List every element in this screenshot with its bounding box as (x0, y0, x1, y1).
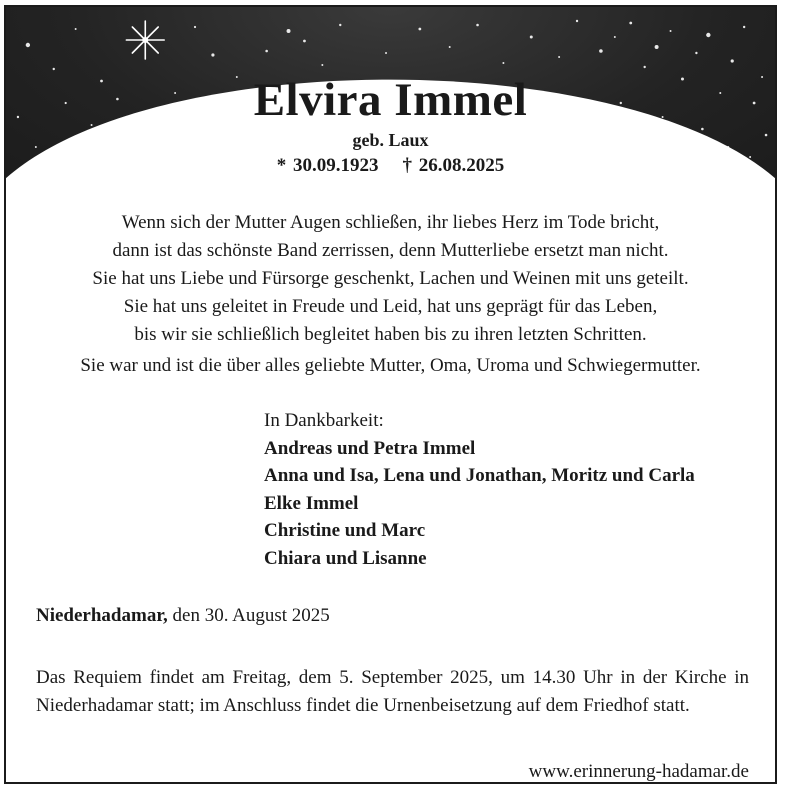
date: den 30. August 2025 (172, 605, 330, 626)
deceased-name: Elvira Immel (253, 74, 528, 126)
mourner-name: Andreas und Petra Immel (264, 437, 476, 459)
maiden-name: geb. Laux (352, 130, 429, 150)
mourner-name: Elke Immel (264, 492, 359, 514)
poem-line: Sie hat uns geleitet in Freude und Leid, hat uns geprägt für das Leben, (123, 296, 658, 317)
place: Niederhadamar, (36, 605, 168, 626)
mourner-name: Anna und Isa, Lena und Jonathan, Moritz und Carla (264, 465, 695, 486)
header (6, 73, 775, 178)
mourner-name: Christine und Marc (264, 520, 426, 541)
mourners-intro: In Dankbarkeit: (264, 410, 384, 431)
website-link[interactable]: www.erinnerung-hadamar.de (528, 761, 749, 782)
poem (6, 209, 775, 349)
poem-line: Wenn sich der Mutter Augen schließen, ihr liebes Herz im Tode bricht, (121, 212, 660, 233)
place-date (36, 603, 330, 629)
birth-date: * 30.09.1923 (276, 155, 379, 176)
poem-line: Sie hat uns Liebe und Fürsorge geschenkt, Lachen und Weinen mit uns geteilt. (92, 268, 689, 289)
poem-line: dann ist das schönste Band zerrissen, denn Mutterliebe ersetzt man nicht. (112, 240, 669, 261)
requiem-notice: Das Requiem findet am Freitag, dem 5. September 2025, um 14.30 Uhr in der Kirche in Niederhadamar statt; im Anschluss findet die Urnenbeisetzung auf dem Friedhof statt. (36, 667, 749, 716)
death-date: † 26.08.2025 (402, 155, 505, 176)
poem-closing: Sie war und ist die über alles geliebte Mutter, Oma, Uroma und Schwiegermutter. (80, 355, 701, 376)
life-dates (6, 154, 775, 178)
obituary-frame (4, 5, 777, 784)
mourners-list (264, 407, 695, 572)
mourner-name: Chiara und Lisanne (264, 547, 427, 569)
poem-line: bis wir sie schließlich begleitet haben bis zu ihren letzten Schritten. (134, 324, 647, 345)
